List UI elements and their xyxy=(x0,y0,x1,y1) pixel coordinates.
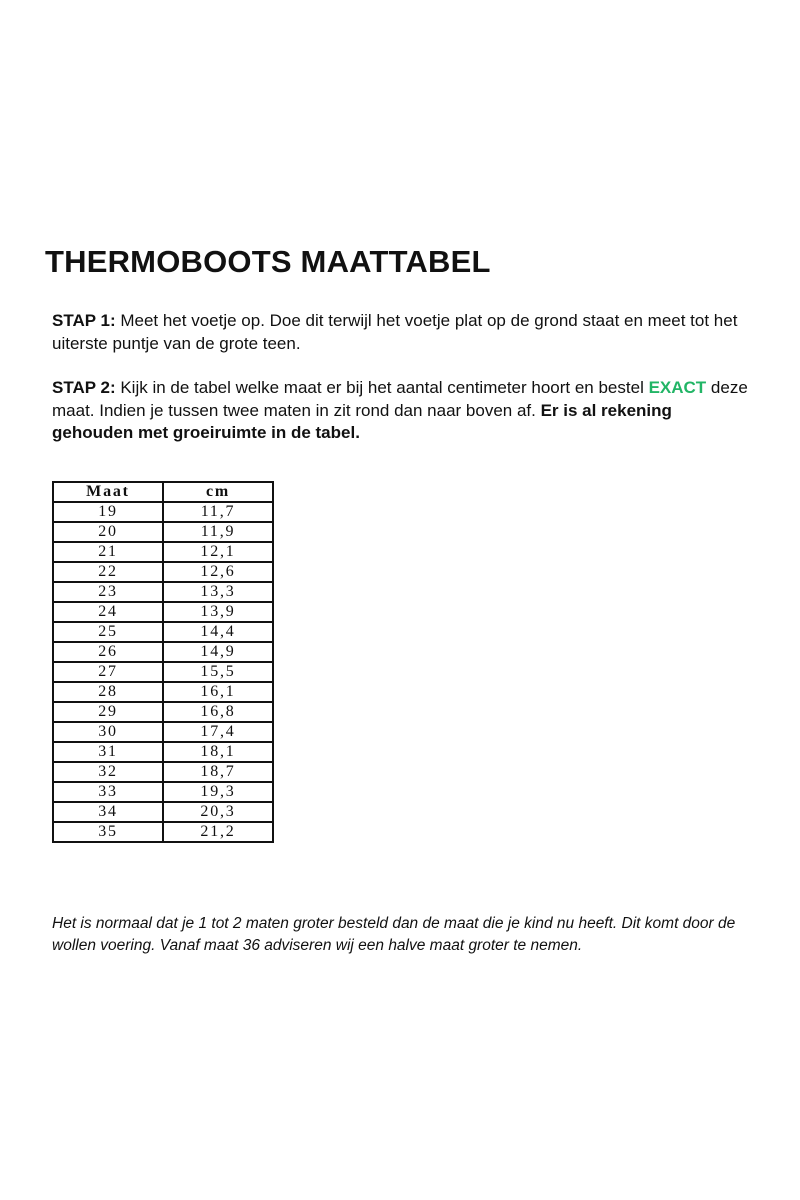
table-body xyxy=(53,502,273,842)
table-row xyxy=(53,802,273,822)
cm-cell: 17,4 xyxy=(163,722,273,742)
cm-cell: 11,7 xyxy=(163,502,273,522)
cm-cell: 15,5 xyxy=(163,662,273,682)
table-row xyxy=(53,502,273,522)
step-1-label: STAP 1: xyxy=(52,311,116,330)
table-header-row xyxy=(53,482,273,502)
table-row xyxy=(53,822,273,842)
size-cell: 20 xyxy=(53,522,163,542)
exact-highlight: EXACT xyxy=(648,378,707,397)
step-1-text: Meet het voetje op. Doe dit terwijl het voetje plat op de grond staat en meet tot het uiterste puntje van de grote teen. xyxy=(52,311,738,353)
cm-cell: 16,8 xyxy=(163,702,273,722)
cm-cell: 16,1 xyxy=(163,682,273,702)
cm-cell: 18,1 xyxy=(163,742,273,762)
table-row xyxy=(53,762,273,782)
step-1-paragraph xyxy=(52,310,752,355)
size-cell: 21 xyxy=(53,542,163,562)
table-row xyxy=(53,542,273,562)
table-row xyxy=(53,722,273,742)
cm-cell: 11,9 xyxy=(163,522,273,542)
table-row xyxy=(53,642,273,662)
page-title: THERMOBOOTS MAATTABEL xyxy=(45,244,491,279)
step-2-text-after: deze maat. Indien je tussen twee maten in zit rond dan naar boven af. xyxy=(52,378,748,420)
table-row xyxy=(53,782,273,802)
size-cell: 35 xyxy=(53,822,163,842)
cm-cell: 20,3 xyxy=(163,802,273,822)
size-cell: 31 xyxy=(53,742,163,762)
cm-cell: 14,4 xyxy=(163,622,273,642)
size-cell: 30 xyxy=(53,722,163,742)
table-row xyxy=(53,702,273,722)
table-row xyxy=(53,522,273,542)
size-cell: 24 xyxy=(53,602,163,622)
size-cell: 33 xyxy=(53,782,163,802)
cm-cell: 13,3 xyxy=(163,582,273,602)
cm-cell: 18,7 xyxy=(163,762,273,782)
size-cell: 23 xyxy=(53,582,163,602)
size-cell: 19 xyxy=(53,502,163,522)
table-row xyxy=(53,662,273,682)
size-cell: 22 xyxy=(53,562,163,582)
size-cell: 34 xyxy=(53,802,163,822)
step-2-bold-text: Er is al rekening gehouden met groeiruimte in de tabel. xyxy=(52,400,672,442)
table-row xyxy=(53,742,273,762)
step-2-text-before: Kijk in de tabel welke maat er bij het aantal centimeter hoort en bestel xyxy=(115,378,649,397)
size-cell: 28 xyxy=(53,682,163,702)
table-row xyxy=(53,622,273,642)
table-row xyxy=(53,562,273,582)
table-row xyxy=(53,582,273,602)
size-cell: 32 xyxy=(53,762,163,782)
cm-cell: 12,6 xyxy=(163,562,273,582)
footnote: Het is normaal dat je 1 tot 2 maten groter besteld dan de maat die je kind nu heeft. Dit komt door de wollen voering. Vanaf maat 36 adviseren wij een halve maat groter te nemen. xyxy=(52,915,736,954)
cm-cell: 21,2 xyxy=(163,822,273,842)
cm-cell: 12,1 xyxy=(163,542,273,562)
cm-cell: 14,9 xyxy=(163,642,273,662)
header-cm: cm xyxy=(163,482,273,502)
header-maat: Maat xyxy=(53,482,163,502)
table-row xyxy=(53,602,273,622)
size-cell: 26 xyxy=(53,642,163,662)
size-cell: 29 xyxy=(53,702,163,722)
cm-cell: 13,9 xyxy=(163,602,273,622)
size-cell: 25 xyxy=(53,622,163,642)
table-row xyxy=(53,682,273,702)
cm-cell: 19,3 xyxy=(163,782,273,802)
step-2-label: STAP 2: xyxy=(52,378,116,397)
size-table xyxy=(52,481,274,843)
step-2-paragraph xyxy=(52,377,752,445)
size-cell: 27 xyxy=(53,662,163,682)
